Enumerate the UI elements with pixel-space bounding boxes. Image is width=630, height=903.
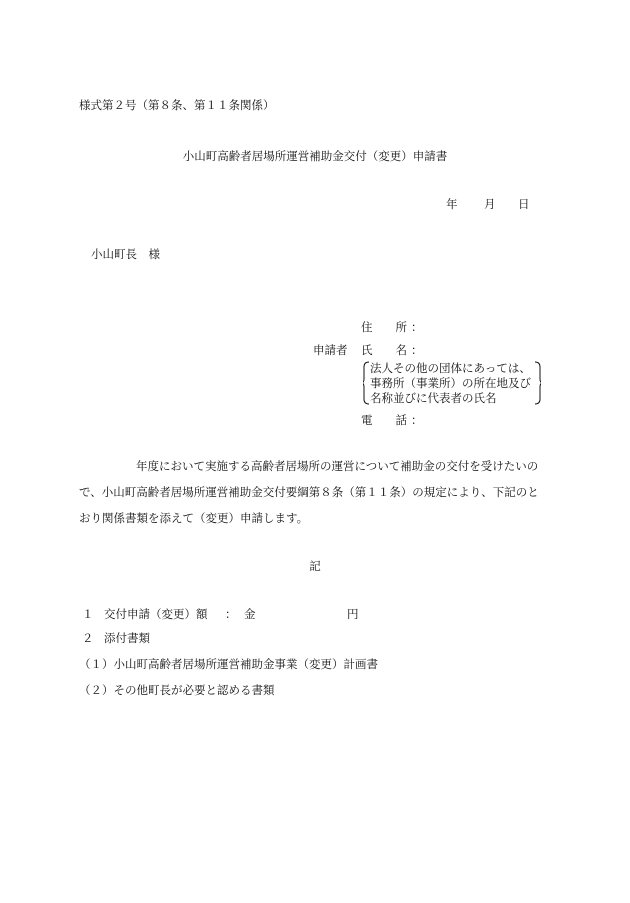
attachments-label: 添付書類 <box>104 631 150 645</box>
body-text-line: おり関係書類を添えて（変更）申請します。 <box>79 511 309 525</box>
grant-amount-prefix: 金 <box>244 607 256 621</box>
date-month-label: 月 <box>484 197 496 211</box>
ki-heading: 記 <box>309 559 321 573</box>
name-note-bracket <box>363 361 541 405</box>
body-text-line: で、小山町高齢者居場所運営補助金交付要綱第８条（第１１条）の規定により、下記のと <box>79 485 539 499</box>
grant-amount-colon: ： <box>225 607 237 621</box>
date-year-label: 年 <box>446 197 458 211</box>
note-line: 法人その他の団体にあっては、 <box>370 361 531 375</box>
form-number: 様式第２号（第８条、第１１条関係） <box>79 98 275 112</box>
phone-field <box>361 414 423 428</box>
name-colon: ： <box>411 343 423 357</box>
name-label: 氏 名 <box>361 343 407 357</box>
address-label: 住 所 <box>361 320 407 334</box>
item-number: ２ <box>82 631 94 645</box>
note-line: 事務所（事業所）の所在地及び <box>370 376 531 390</box>
attachment-item: （１）小山町高齢者居場所運営補助金事業（変更）計画書 <box>79 657 378 671</box>
address-colon: ： <box>411 320 423 334</box>
applicant-label: 申請者 <box>313 343 348 357</box>
item-number: １ <box>82 607 94 621</box>
address-field <box>361 321 423 335</box>
name-field <box>361 344 423 358</box>
grant-amount-suffix: 円 <box>347 607 359 621</box>
body-text-line: 年度において実施する高齢者居場所の運営について補助金の交付を受けたいの <box>136 459 539 473</box>
document-title: 小山町高齢者居場所運営補助金交付（変更）申請書 <box>182 149 448 163</box>
addressee: 小山町長 様 <box>91 247 160 261</box>
phone-label: 電 話 <box>361 413 407 427</box>
phone-colon: ： <box>411 413 423 427</box>
grant-amount-label: 交付申請（変更）額 <box>104 607 208 621</box>
date-day-label: 日 <box>518 197 530 211</box>
note-line: 名称並びに代表者の氏名 <box>370 391 497 405</box>
attachment-item: （２）その他町長が必要と認める書類 <box>79 683 275 697</box>
